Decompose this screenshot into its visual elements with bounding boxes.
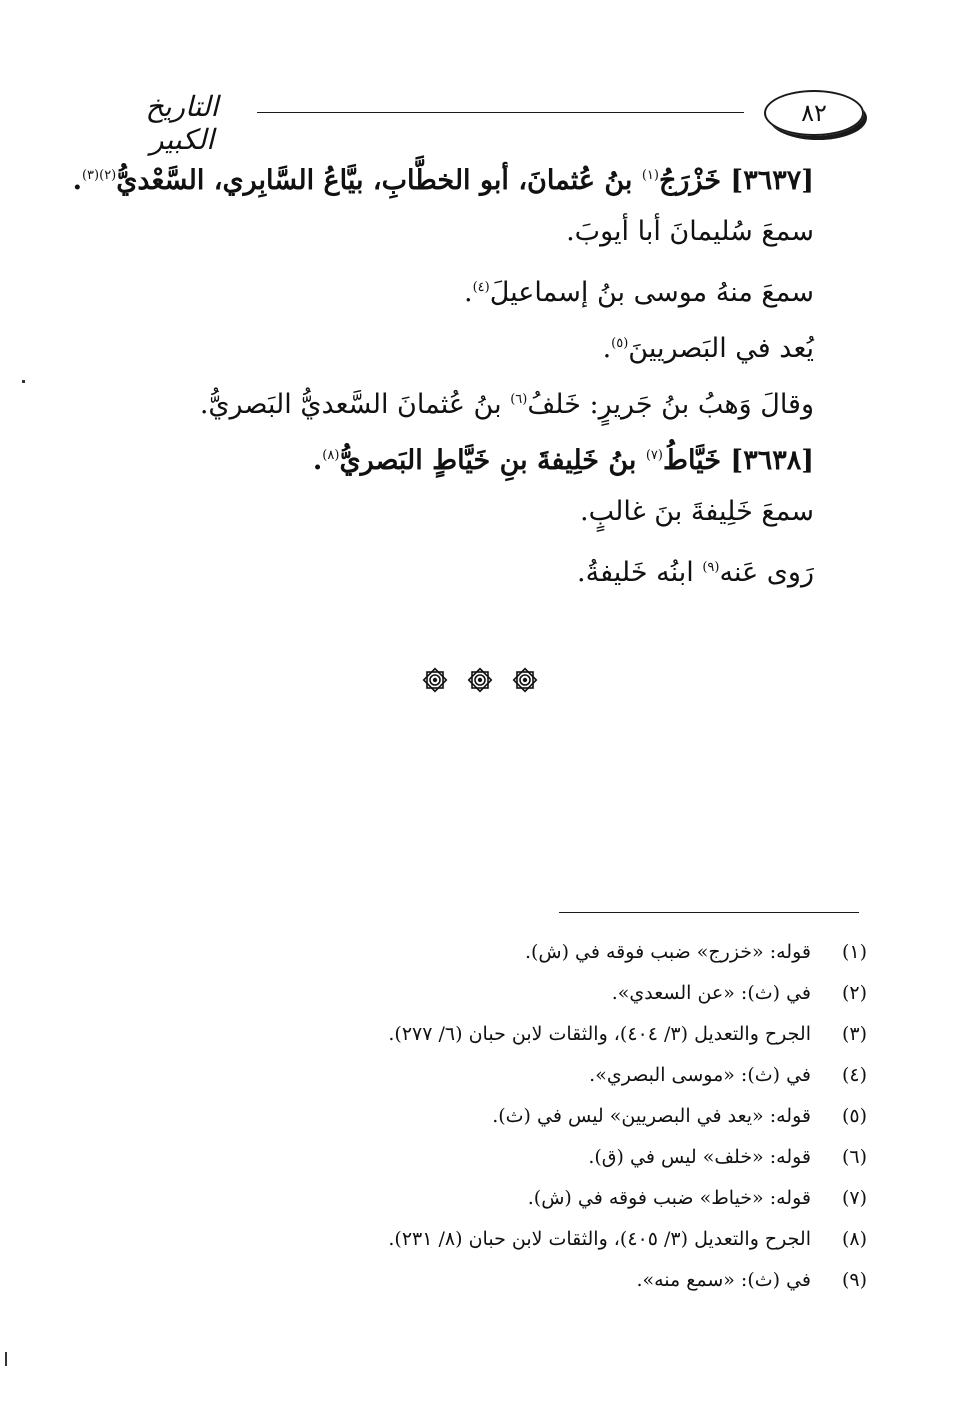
footnote-text: قوله: «خلف» ليس في (ق). xyxy=(588,1146,811,1168)
footnote-marker: (٥) xyxy=(611,336,629,351)
margin-mark xyxy=(5,1352,7,1366)
rosette-icon xyxy=(420,665,450,695)
body-line xyxy=(194,316,814,372)
footnote-item xyxy=(247,1260,867,1301)
margin-mark xyxy=(22,380,25,383)
body-line xyxy=(194,372,814,428)
footnote-item xyxy=(247,1137,867,1178)
line-text: وقالَ وَهبُ بنُ جَريرٍ: خَلفُ xyxy=(527,389,814,420)
line-text: بنُ خَلِيفةَ بنِ خَيَّاطٍ البَصريُّ xyxy=(339,445,646,476)
footnote-rule xyxy=(559,912,859,913)
footnote-item xyxy=(247,973,867,1014)
line-text: . xyxy=(602,333,612,364)
entry-heading-line xyxy=(194,428,814,484)
line-text: بنُ عُثمانَ، أبو الخطَّابِ، بيَّاعُ السَّابِري، السَّعْديُّ xyxy=(116,165,642,196)
footnote-marker: (٤) xyxy=(472,280,490,295)
footnote-item xyxy=(247,1178,867,1219)
line-text: . xyxy=(312,445,323,476)
footnote-number: (٤) xyxy=(841,1064,867,1086)
line-text: . xyxy=(463,277,473,308)
line-text: سمعَ خَلِيفةَ بنَ غالبٍ. xyxy=(580,496,814,527)
rosette-icon xyxy=(510,665,540,695)
main-text xyxy=(72,148,814,596)
line-text: بنُ عُثمانَ السَّعديُّ البَصريُّ. xyxy=(199,389,511,420)
footnote-item xyxy=(247,1014,867,1055)
footnote-text: في (ث): «موسى البصري». xyxy=(589,1064,811,1086)
line-text: رَوى عَنه xyxy=(719,557,814,588)
section-ornament xyxy=(420,662,540,698)
line-text: ابنُه خَليفةُ. xyxy=(577,557,703,588)
footnote-marker: (٢)(٣) xyxy=(81,168,117,183)
footnote-number: (٩) xyxy=(841,1269,867,1291)
body-line xyxy=(194,540,814,596)
footnote-marker: (٧) xyxy=(645,448,663,463)
running-header xyxy=(112,88,864,156)
footnote-marker: (٨) xyxy=(322,448,340,463)
footnote-number: (٥) xyxy=(841,1105,867,1127)
line-text: [٣٦٣٧] خَزْرَجُ xyxy=(658,165,814,196)
footnote-marker: (١) xyxy=(641,168,659,183)
line-text: يُعد في البَصريينَ xyxy=(628,333,814,364)
body-line xyxy=(194,484,814,540)
footnote-item xyxy=(247,1055,867,1096)
line-text: [٣٦٣٨] خَيَّاطُ xyxy=(662,445,814,476)
footnote-number: (٢) xyxy=(841,982,867,1004)
footnote-number: (٣) xyxy=(841,1023,867,1045)
footnote-number: (١) xyxy=(841,941,867,963)
page-number-badge xyxy=(764,90,864,136)
footnote-text: قوله: «خياط» ضبب فوقه في (ش). xyxy=(527,1187,811,1209)
footnote-text: قوله: «خزرج» ضبب فوقه في (ش). xyxy=(524,941,811,963)
page-number: ٨٢ xyxy=(801,99,827,127)
footnote-text: في (ث): «سمع منه». xyxy=(636,1269,811,1291)
footnote-item xyxy=(247,932,867,973)
header-rule xyxy=(257,112,744,113)
body-line xyxy=(194,260,814,316)
line-text: . xyxy=(72,165,82,196)
footnote-text: قوله: «يعد في البصريين» ليس في (ث). xyxy=(492,1105,811,1127)
footnote-number: (٦) xyxy=(841,1146,867,1168)
footnote-number: (٧) xyxy=(841,1187,867,1209)
footnote-item xyxy=(247,1096,867,1137)
footnote-item xyxy=(247,1219,867,1260)
line-text: سمعَ سُليمانَ أبا أيوبَ. xyxy=(566,216,814,247)
footnote-marker: (٦) xyxy=(510,392,528,407)
line-text: سمعَ منهُ موسى بنُ إسماعيلَ xyxy=(489,277,814,308)
footnote-text: الجرح والتعديل (٣/ ٤٠٤)، والثقات لابن حبان (٦/ ٢٧٧). xyxy=(388,1023,811,1045)
body-line xyxy=(194,204,814,260)
entry-heading-line xyxy=(72,148,814,204)
footnote-marker: (٩) xyxy=(702,560,720,575)
rosette-icon xyxy=(465,665,495,695)
footnote-number: (٨) xyxy=(841,1228,867,1250)
footnotes xyxy=(247,932,867,1301)
book-title: التاريخ الكبير xyxy=(145,90,219,156)
footnote-text: في (ث): «عن السعدي». xyxy=(611,982,811,1004)
footnote-text: الجرح والتعديل (٣/ ٤٠٥)، والثقات لابن حبان (٨/ ٢٣١). xyxy=(388,1228,811,1250)
